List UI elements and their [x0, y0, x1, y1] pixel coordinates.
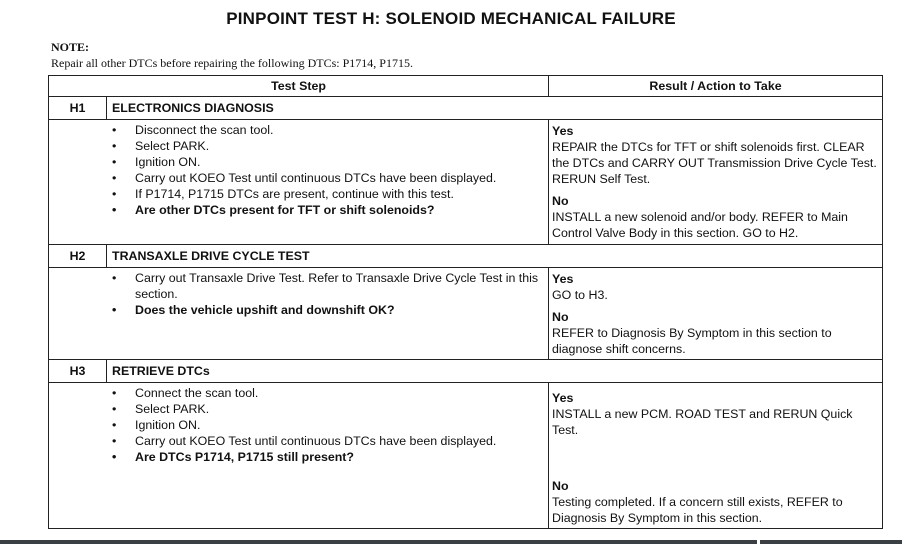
section-body-h2	[49, 268, 883, 360]
no-result	[552, 478, 878, 526]
page-title: PINPOINT TEST H: SOLENOID MECHANICAL FAILURE	[226, 9, 676, 28]
section-row-h1	[49, 97, 883, 120]
no-text: REFER to Diagnosis By Symptom in this section to diagnose shift concerns.	[552, 326, 832, 356]
step-id: H2	[49, 245, 107, 268]
list-item: • Connect the scan tool.	[49, 385, 544, 401]
step-list	[49, 122, 544, 218]
yes-result	[552, 123, 878, 187]
header-result-action: Result / Action to Take	[549, 76, 883, 97]
list-item: • If P1714, P1715 DTCs are present, continue with this test.	[49, 186, 544, 202]
note-heading: NOTE:	[51, 40, 90, 54]
yes-result	[552, 271, 878, 303]
step-name: RETRIEVE DTCs	[107, 360, 883, 383]
no-result	[552, 309, 878, 357]
list-item: • Select PARK.	[49, 401, 544, 417]
step-name: TRANSAXLE DRIVE CYCLE TEST	[107, 245, 883, 268]
section-body-h3	[49, 383, 883, 529]
yes-text: REPAIR the DTCs for TFT or shift solenoids first. CLEAR the DTCs and CARRY OUT Transmission Drive Cycle Test. RERUN Self Test.	[552, 140, 877, 186]
result-cell	[549, 383, 883, 529]
yes-label: Yes	[552, 124, 574, 138]
header-test-step: Test Step	[49, 76, 549, 97]
list-item: • Ignition ON.	[49, 417, 544, 433]
note-text: Repair all other DTCs before repairing the following DTCs: P1714, P1715.	[51, 56, 413, 70]
step-instructions	[49, 383, 549, 529]
list-item: • Ignition ON.	[49, 154, 544, 170]
no-label: No	[552, 194, 569, 208]
step-list	[49, 385, 544, 465]
list-item-question: • Are DTCs P1714, P1715 still present?	[49, 449, 544, 465]
yes-label: Yes	[552, 391, 574, 405]
step-id: H3	[49, 360, 107, 383]
step-instructions	[49, 268, 549, 360]
step-name: ELECTRONICS DIAGNOSIS	[107, 97, 883, 120]
pinpoint-test-table	[48, 75, 883, 529]
step-id: H1	[49, 97, 107, 120]
yes-text: GO to H3.	[552, 288, 608, 302]
yes-label: Yes	[552, 272, 574, 286]
no-result	[552, 193, 878, 241]
yes-result	[552, 390, 878, 438]
section-row-h2	[49, 245, 883, 268]
list-item: • Carry out Transaxle Drive Test. Refer to Transaxle Drive Cycle Test in this section.	[49, 270, 544, 302]
list-item: • Carry out KOEO Test until continuous DTCs have been displayed.	[49, 433, 544, 449]
section-row-h3	[49, 360, 883, 383]
step-list	[49, 270, 544, 318]
yes-text: INSTALL a new PCM. ROAD TEST and RERUN Quick Test.	[552, 407, 853, 437]
list-item: • Disconnect the scan tool.	[49, 122, 544, 138]
list-item: • Select PARK.	[49, 138, 544, 154]
list-item-question: • Are other DTCs present for TFT or shift solenoids?	[49, 202, 544, 218]
step-instructions	[49, 120, 549, 245]
result-cell	[549, 120, 883, 245]
list-item: • Carry out KOEO Test until continuous DTCs have been displayed.	[49, 170, 544, 186]
no-label: No	[552, 479, 569, 493]
result-cell	[549, 268, 883, 360]
section-body-h1	[49, 120, 883, 245]
no-text: Testing completed. If a concern still exists, REFER to Diagnosis By Symptom in this section.	[552, 495, 843, 525]
no-label: No	[552, 310, 569, 324]
table-header-row	[49, 76, 883, 97]
window-bottom-bar	[0, 540, 902, 544]
list-item-question: • Does the vehicle upshift and downshift OK?	[49, 302, 544, 318]
no-text: INSTALL a new solenoid and/or body. REFER to Main Control Valve Body in this section. GO to H2.	[552, 210, 848, 240]
